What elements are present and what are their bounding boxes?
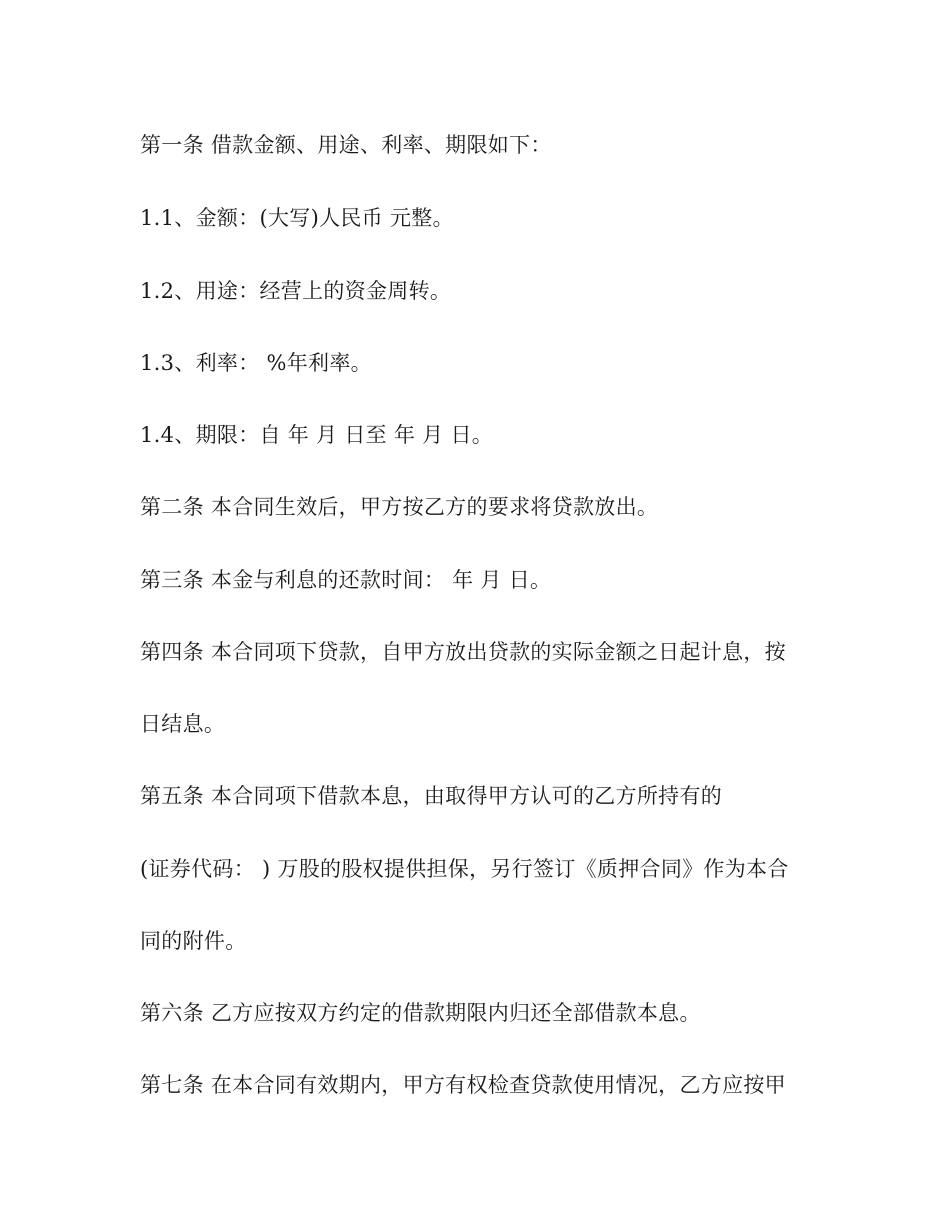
clause-5-line-1: 第五条 本合同项下借款本息，由取得甲方认可的乙方所持有的 xyxy=(140,784,723,808)
clause-1-heading: 第一条 借款金额、用途、利率、期限如下： xyxy=(140,133,552,157)
clause-4-line-2: 日结息。 xyxy=(140,712,226,736)
clause-3: 第三条 本金与利息的还款时间： 年 月 日。 xyxy=(140,568,552,592)
clause-1-3-interest-rate: 1.3、利率： %年利率。 xyxy=(140,351,372,375)
clause-7-line-1: 第七条 在本合同有效期内，甲方有权检查贷款使用情况，乙方应按甲 xyxy=(140,1073,786,1097)
clause-4-line-1: 第四条 本合同项下贷款，自甲方放出贷款的实际金额之日起计息，按 xyxy=(140,640,786,664)
clause-5-line-3: 同的附件。 xyxy=(140,929,247,953)
clause-1-1-amount: 1.1、金额：(大写)人民币 元整。 xyxy=(140,206,454,230)
clause-2: 第二条 本合同生效后，甲方按乙方的要求将贷款放出。 xyxy=(140,495,659,519)
clause-1-4-term: 1.4、期限：自 年 月 日至 年 月 日。 xyxy=(140,423,494,447)
clause-5-line-2: (证券代码： ) 万股的股权提供担保，另行签订《质押合同》作为本合 xyxy=(140,857,789,881)
clause-6: 第六条 乙方应按双方约定的借款期限内归还全部借款本息。 xyxy=(140,1001,701,1025)
clause-1-2-purpose: 1.2、用途：经营上的资金周转。 xyxy=(140,279,452,303)
